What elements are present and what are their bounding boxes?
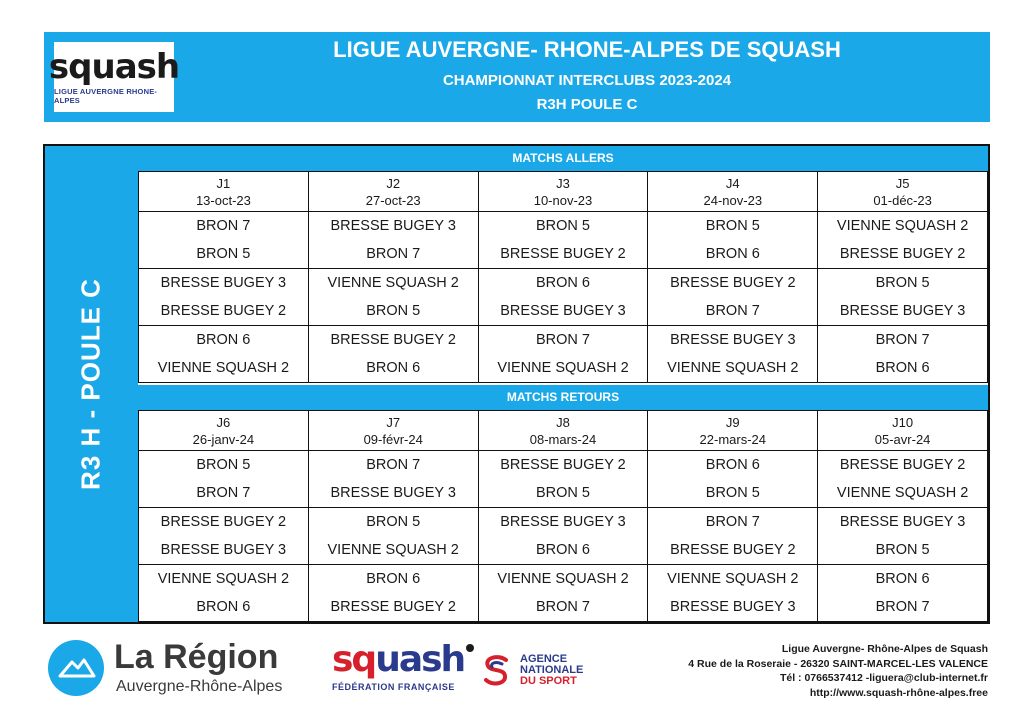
match-cell: [139, 326, 309, 383]
ffs-logo: [332, 639, 465, 700]
team-home: BRON 5: [196, 457, 251, 473]
team-away: BRESSE BUGEY 3: [670, 599, 796, 615]
match-cell: [478, 212, 648, 269]
team-away: BRON 7: [535, 599, 590, 615]
team-away: VIENNE SQUASH 2: [836, 485, 969, 501]
day-name: J6: [216, 414, 231, 430]
team-away: BRESSE BUGEY 2: [160, 303, 287, 319]
team-home: BRON 5: [535, 218, 590, 234]
day-date: 09-févr-24: [363, 431, 423, 447]
match-cell: [308, 269, 478, 326]
contact-website[interactable]: http://www.squash-rhône-alpes.free: [809, 686, 988, 699]
match-cell: [308, 326, 478, 383]
match-cell: [818, 326, 988, 383]
team-home: VIENNE SQUASH 2: [836, 218, 969, 234]
team-away: BRON 5: [875, 542, 930, 558]
team-home: BRESSE BUGEY 2: [500, 457, 626, 473]
team-home: BRON 7: [875, 332, 930, 348]
ans-logo: [478, 652, 628, 692]
ffs-dot-icon: [466, 644, 474, 652]
team-away: BRON 7: [875, 599, 930, 615]
team-home: BRON 5: [366, 514, 421, 530]
team-away: BRON 6: [875, 360, 930, 376]
championship-title: CHAMPIONNAT INTERCLUBS 2023-2024: [442, 72, 732, 89]
match-cell: [648, 565, 818, 622]
day-date: 05-avr-24: [874, 431, 931, 447]
team-home: BRON 5: [705, 218, 760, 234]
day-header-row: [139, 411, 988, 451]
pool-title: R3H POULE C: [536, 96, 638, 113]
team-home: BRON 5: [875, 275, 930, 291]
team-away: BRON 6: [196, 599, 251, 615]
day-date: 27-oct-23: [365, 192, 421, 208]
match-cell: [818, 451, 988, 508]
day-header-cell: [818, 411, 988, 451]
ans-text: [520, 654, 583, 687]
team-home: BRESSE BUGEY 2: [839, 457, 966, 473]
match-cell: [648, 269, 818, 326]
ligue-logo: [48, 42, 180, 112]
team-home: BRESSE BUGEY 3: [160, 275, 287, 291]
day-date: 22-mars-24: [699, 431, 767, 447]
region-subtitle: Auvergne-Rhône-Alpes: [116, 678, 283, 695]
section-title-retours: MATCHS RETOURS: [138, 385, 988, 410]
team-home: BRESSE BUGEY 2: [330, 332, 456, 348]
team-away: BRESSE BUGEY 2: [670, 542, 796, 558]
day-name: J1: [216, 175, 231, 191]
team-away: BRON 6: [535, 542, 590, 558]
team-away: BRON 5: [366, 303, 421, 319]
page-title: LIGUE AUVERGNE- RHONE-ALPES DE SQUASH: [333, 37, 841, 62]
ans-line3: DU SPORT: [520, 675, 577, 687]
day-header-cell: [648, 411, 818, 451]
day-date: 10-nov-23: [533, 192, 593, 208]
day-name: J9: [725, 414, 740, 430]
match-cell: [818, 212, 988, 269]
team-home: VIENNE SQUASH 2: [157, 571, 290, 587]
team-away: VIENNE SQUASH 2: [497, 360, 629, 376]
ligue-logo-word: squash: [48, 46, 180, 87]
team-away: VIENNE SQUASH 2: [327, 542, 459, 558]
team-away: BRON 6: [366, 360, 421, 376]
region-mountain-icon: [48, 640, 104, 696]
day-header-cell: [139, 172, 309, 212]
day-name: J7: [386, 414, 401, 430]
match-cell: [648, 508, 818, 565]
team-away: BRON 7: [366, 246, 421, 262]
ffs-logo-word: [332, 640, 464, 680]
day-header-cell: [139, 411, 309, 451]
match-row: [139, 508, 988, 565]
match-row: [139, 212, 988, 269]
match-cell: [139, 508, 309, 565]
match-row: [139, 269, 988, 326]
match-cell: [139, 212, 309, 269]
day-header-row: [139, 172, 988, 212]
day-header-cell: [648, 172, 818, 212]
day-name: J2: [386, 175, 401, 191]
team-away: BRON 7: [196, 485, 251, 501]
day-header-cell: [818, 172, 988, 212]
team-home: BRON 7: [535, 332, 590, 348]
ffs-logo-sub: FÉDÉRATION FRANÇAISE: [332, 682, 455, 692]
team-home: VIENNE SQUASH 2: [497, 571, 629, 587]
day-date: 26-janv-24: [192, 431, 255, 447]
team-away: BRESSE BUGEY 3: [160, 542, 287, 558]
match-cell: [478, 451, 648, 508]
match-cell: [478, 565, 648, 622]
team-away: BRESSE BUGEY 2: [500, 246, 626, 262]
team-home: BRON 6: [535, 275, 590, 291]
team-home: BRON 7: [366, 457, 421, 473]
day-header-cell: [308, 172, 478, 212]
match-row: [139, 565, 988, 622]
region-title: La Région: [114, 638, 279, 676]
team-away: BRESSE BUGEY 2: [839, 246, 966, 262]
team-away: BRESSE BUGEY 3: [330, 485, 456, 501]
match-cell: [308, 451, 478, 508]
ffs-word-part-b: uash: [375, 639, 465, 680]
day-name: J3: [556, 175, 570, 191]
contact-block: [688, 642, 988, 700]
team-away: BRESSE BUGEY 2: [330, 599, 456, 615]
team-home: BRON 6: [875, 571, 930, 587]
match-cell: [648, 451, 818, 508]
match-cell: [308, 212, 478, 269]
day-date: 24-nov-23: [703, 192, 763, 208]
team-away: VIENNE SQUASH 2: [667, 360, 799, 376]
team-away: BRON 7: [705, 303, 760, 319]
team-home: VIENNE SQUASH 2: [667, 571, 799, 587]
contact-org: Ligue Auvergne- Rhône-Alpes de Squash: [781, 643, 988, 655]
ffs-word-part-a: sq: [332, 639, 376, 680]
team-home: BRESSE BUGEY 2: [160, 514, 287, 530]
day-name: J4: [725, 175, 740, 191]
match-cell: [478, 508, 648, 565]
pool-vertical-label: R3 H - POULE C: [75, 278, 106, 490]
team-home: BRON 6: [366, 571, 421, 587]
day-header-cell: [478, 411, 648, 451]
pool-band: [45, 146, 138, 622]
team-home: BRESSE BUGEY 2: [670, 275, 796, 291]
team-away: BRESSE BUGEY 3: [839, 303, 966, 319]
day-name: J10: [892, 414, 914, 430]
team-away: BRON 6: [705, 246, 760, 262]
day-date: 08-mars-24: [529, 431, 597, 447]
team-home: VIENNE SQUASH 2: [327, 275, 459, 291]
ligue-logo-sub: LIGUE AUVERGNE RHONE-ALPES: [54, 86, 158, 105]
match-cell: [818, 565, 988, 622]
team-home: BRON 6: [705, 457, 760, 473]
schedule-table-retours: [138, 410, 988, 622]
ans-mark-icon: [478, 652, 514, 688]
match-cell: [308, 508, 478, 565]
team-away: BRON 5: [535, 485, 590, 501]
schedule-table-allers: [138, 171, 988, 383]
ans-line2: NATIONALE: [520, 664, 584, 676]
day-header-cell: [478, 172, 648, 212]
team-away: BRESSE BUGEY 3: [500, 303, 626, 319]
match-cell: [308, 565, 478, 622]
day-header-cell: [308, 411, 478, 451]
team-away: BRON 5: [705, 485, 760, 501]
schedule-frame: [43, 144, 990, 624]
day-name: J8: [556, 414, 570, 430]
header-banner: [44, 32, 990, 122]
match-cell: [139, 269, 309, 326]
day-name: J5: [895, 175, 910, 191]
match-cell: [478, 326, 648, 383]
match-cell: [648, 212, 818, 269]
region-logo: [48, 638, 318, 702]
match-cell: [818, 269, 988, 326]
team-home: BRESSE BUGEY 3: [330, 218, 456, 234]
ans-line1: AGENCE: [520, 653, 568, 665]
team-home: BRON 7: [196, 218, 251, 234]
team-home: BRON 6: [196, 332, 251, 348]
team-away: VIENNE SQUASH 2: [157, 360, 290, 376]
team-home: BRON 7: [705, 514, 760, 530]
match-cell: [139, 451, 309, 508]
match-cell: [818, 508, 988, 565]
match-cell: [139, 565, 309, 622]
day-date: 13-oct-23: [195, 192, 251, 208]
section-title-allers: MATCHS ALLERS: [138, 146, 988, 171]
team-home: BRESSE BUGEY 3: [839, 514, 966, 530]
day-date: 01-déc-23: [873, 192, 932, 208]
match-cell: [648, 326, 818, 383]
contact-phone-email: Tél : 0766537412 -liguera@club-internet.fr: [779, 672, 988, 684]
team-home: BRESSE BUGEY 3: [670, 332, 796, 348]
match-row: [139, 451, 988, 508]
match-row: [139, 326, 988, 383]
contact-address: 4 Rue de la Roseraie - 26320 SAINT-MARCEL-LES VALENCE: [688, 657, 988, 670]
team-away: BRON 5: [196, 246, 251, 262]
team-home: BRESSE BUGEY 3: [500, 514, 626, 530]
match-cell: [478, 269, 648, 326]
